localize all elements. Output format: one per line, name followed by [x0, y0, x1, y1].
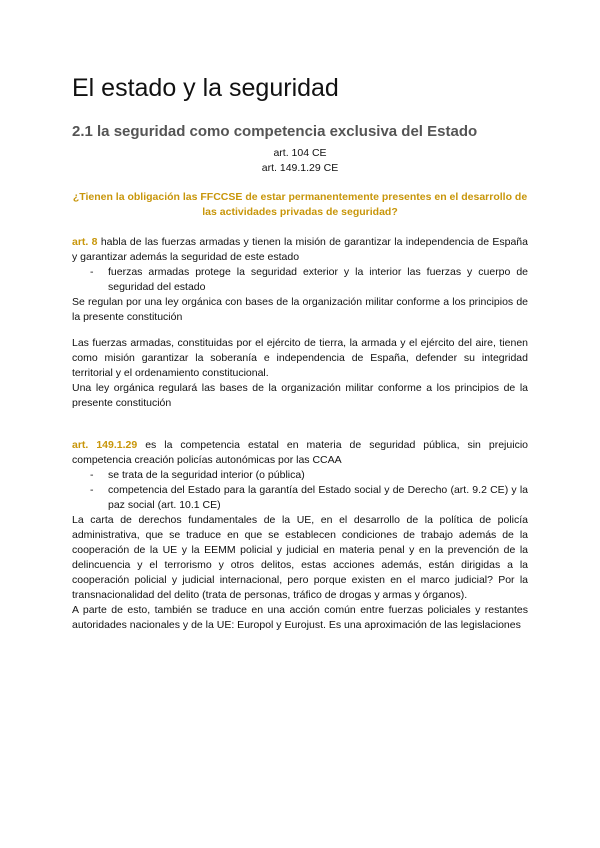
art8-bullet-list: [72, 265, 528, 295]
art149-intro: es la competencia estatal en materia de seguridad pública, sin prejuicio competencia creación policías autonómicas por las CCAA: [72, 439, 528, 466]
paragraph: A parte de esto, también se traduce en una acción común entre fuerzas policiales y restantes autoridades nacionales y de la UE: Europol y Eurojust. Es una aproximación de las legislaciones: [72, 604, 528, 631]
paragraph: Las fuerzas armadas, constituidas por el ejército de tierra, la armada y el ejército del aire, tienen como misión garantizar la soberanía e independencia de España, defender su integridad territorial y el ordenamiento constitucional.: [72, 337, 528, 379]
list-item: - fuerzas armadas protege la seguridad exterior y la interior las fuerzas y cuerpo de seguridad del estado: [108, 265, 528, 295]
art8-paragraph: [72, 235, 528, 265]
art149-section: [72, 438, 528, 633]
article-label: art. 8: [72, 236, 98, 248]
paragraph: La carta de derechos fundamentales de la UE, en el desarrollo de la política de policía administrativa, que se traduce en que se establecen condiciones de trabajo además de la cooperación de la UE y la EEMM policial y judicial en materia penal y en la prevención de la delincuencia y el terrorismo y otros delitos, estas acciones además, están dirigidas a la cooperación policial y judicial internacional, pero porque existen en el marco judicial? Por la transnacionalidad del delito (trata de personas, tráfico de drogas y armas y órganos).: [72, 514, 528, 601]
section-subtitle: 2.1 la seguridad como competencia exclusiva del Estado: [72, 123, 478, 140]
art8-intro: habla de las fuerzas armadas y tienen la misión de garantizar la independencia de España y garantizar además la seguridad de este estado: [72, 236, 528, 263]
armed-forces-section: [72, 336, 528, 411]
reference-line: art. 104 CE: [273, 147, 327, 159]
list-item: - se trata de la seguridad interior (o pública): [108, 468, 528, 483]
art149-bullet-list: [72, 468, 528, 513]
art8-section: [72, 235, 528, 325]
article-label: art. 149.1.29: [72, 439, 138, 451]
page-title: El estado y la seguridad: [72, 74, 339, 102]
article-references: [72, 146, 528, 176]
list-item: - competencia del Estado para la garantía del Estado social y de Derecho (art. 9.2 CE) y la paz social (art. 10.1 CE): [108, 483, 528, 513]
key-question: ¿Tienen la obligación las FFCCSE de estar permanentemente presentes en el desarrollo de las actividades privadas de seguridad?: [72, 191, 528, 218]
art8-after: Se regulan por una ley orgánica con bases de la organización militar conforme a los principios de la presente constitución: [72, 296, 528, 323]
art149-paragraph: [72, 438, 528, 468]
paragraph: Una ley orgánica regulará las bases de la organización militar conforme a los principios de la presente constitución: [72, 382, 528, 409]
reference-line: art. 149.1.29 CE: [261, 162, 339, 174]
